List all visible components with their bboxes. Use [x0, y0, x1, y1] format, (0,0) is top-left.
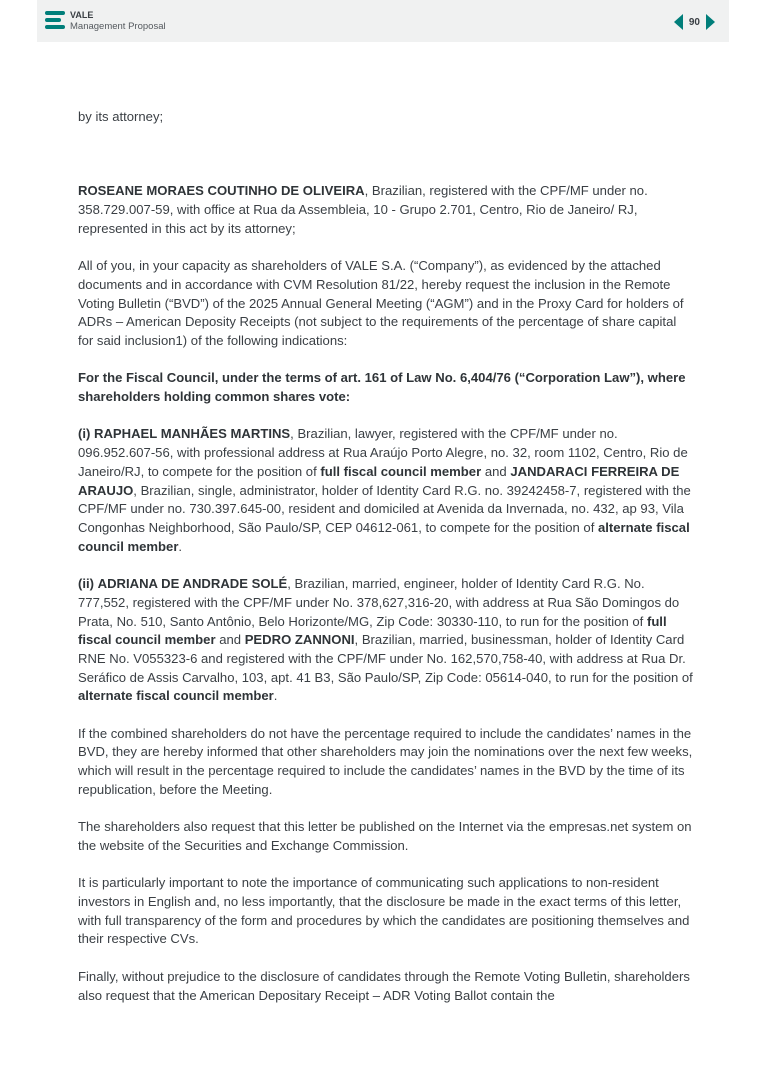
candidate-role: full fiscal council member: [78, 613, 667, 648]
candidate-role: alternate fiscal council member: [78, 520, 690, 554]
period: .: [273, 688, 278, 704]
paragraph-roseane: [78, 182, 694, 238]
candidate-name: JANDARACI FERREIRA DE ARAUJO: [78, 463, 680, 498]
brand-name: VALE: [70, 10, 94, 20]
document-subtitle: Management Proposal: [70, 21, 166, 32]
paragraph-publication: The shareholders also request that this letter be published on the Internet via the empresas.net system on the website of the Securities and Exchange Commission.: [78, 819, 692, 853]
triangle-right-icon[interactable]: [706, 14, 715, 30]
item-label: (ii): [78, 576, 94, 592]
paragraph-request: All of you, in your capacity as shareholders of VALE S.A. (“Company”), as evidenced by the attached documents and in accordance with CVM Resolution 81/22, hereby request the inclusion in the Remote Voting Bulletin (“BVD”) of the 2025 Annual General Meeting (“AGM”) and in the Proxy Card for holders of ADRs – American Deposity Receipts (not subject to the requirements of the percentage of share capital for said inclusion1) of the following indications:: [78, 258, 684, 348]
paragraph-finally: Finally, without prejudice to the disclosure of candidates through the Remote Voting Bulletin, shareholders also request that the American Depositary Receipt – ADR Voting Ballot contain the: [78, 968, 690, 1003]
paragraph-candidates-i: [78, 425, 694, 556]
candidate-role: full fiscal council member: [320, 463, 482, 479]
paragraph-fiscal-council: [78, 369, 694, 406]
candidate-name: PEDRO ZANNONI: [244, 632, 355, 648]
candidate-details: , Brazilian, single, administrator, holder of Identity Card R.G. no. 39242458-7, registered with the CPF/MF under no. 730.397.645-00, resident and domiciled at Avenida da Invernada, no. 432, ap 93, Vila Congonhas Neighborhood, São Paulo/SP, CEP 04612-061, to compete for the position of: [78, 482, 691, 535]
candidate-details: , Brazilian, married, engineer, holder of Identity Card R.G. No. 777,552, registered with the CPF/MF under No. 378,627,316-20, with address at Rua São Domingos do Prata, No. 510, Santo Antônio, Belo Horizonte/MG, Zip Code: 30330-110, to run for the position of: [78, 576, 680, 629]
conjunction: and: [484, 463, 507, 479]
vale-logo-icon: [45, 11, 65, 31]
item-label: (i): [78, 426, 91, 442]
candidate-details: , Brazilian, lawyer, registered with the CPF/MF under no. 096.952.607-56, with professional address at Rua Araújo Porto Alegre, no. 32, room 1102, Centro, Rio de Janeiro/RJ, to compete for the position of: [78, 426, 688, 479]
page-number: 90: [688, 16, 700, 28]
candidate-role: alternate fiscal council member: [78, 688, 274, 704]
paragraph-attorney: by its attorney;: [78, 109, 164, 124]
paragraph-text: , Brazilian, registered with the CPF/MF under no. 358.729.007-59, with office at Rua da Assembleia, 10 - Grupo 2.701, Centro, Rio de Janeiro/ RJ, represented in this act by its attorney;: [78, 183, 648, 236]
paragraph-candidates-ii: [78, 575, 694, 706]
document-body: [78, 108, 694, 1024]
conjunction: and: [219, 632, 242, 648]
shareholder-name: ROSEANE MORAES COUTINHO DE OLIVEIRA: [78, 183, 365, 199]
candidate-details: , Brazilian, married, businessman, holder of Identity Card RNE No. V055323-6 and registered with the CPF/MF under No. 162,570,758-40, with address at Rua Dr. Seráfico de Assis Carvalho, 103, apt. 41 B3, São Paulo/SP, Zip Code: 05614-040, to run for the position of: [78, 632, 693, 685]
paragraph-percentage: If the combined shareholders do not have the percentage required to include the candidates’ names in the BVD, they are hereby informed that other shareholders may join the nominations over the next few weeks, which will result in the percentage required to include the candidates’ names in the BVD by the time of its republication, before the Meeting.: [78, 725, 693, 797]
period: .: [178, 538, 183, 554]
candidate-name: ADRIANA DE ANDRADE SOLÉ: [97, 576, 288, 592]
paragraph-importance: It is particularly important to note the importance of communicating such applications to non-resident investors in English and, no less importantly, that the disclosure be made in the exact terms of this letter, with full transparency of the form and procedures by which the candidates are positioning themselves and their respective CVs.: [78, 875, 690, 947]
page-header: [37, 0, 729, 42]
page-navigator: [674, 13, 715, 31]
fiscal-council-heading: For the Fiscal Council, under the terms of art. 161 of Law No. 6,404/76 (“Corporation Law”), where shareholders holding common shares vote:: [78, 370, 686, 405]
triangle-left-icon[interactable]: [674, 14, 683, 30]
candidate-name: RAPHAEL MANHÃES MARTINS: [94, 426, 291, 442]
